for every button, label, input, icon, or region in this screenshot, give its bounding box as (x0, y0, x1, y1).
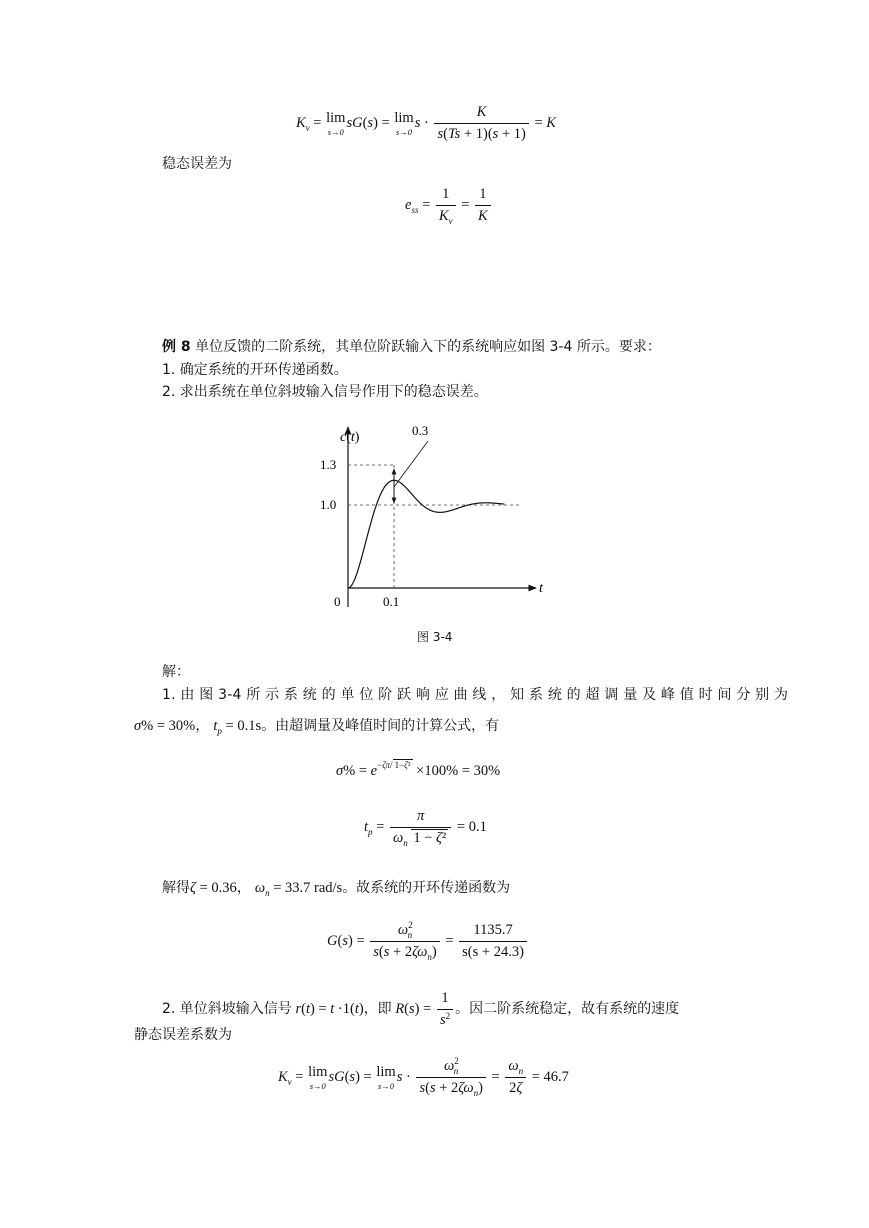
figure-caption: 图 3-4 (417, 630, 453, 644)
sol2-c: 。因二阶系统稳定，故有系统的速度 (455, 1000, 680, 1017)
solution-2-line: 2. 单位斜坡输入信号 r(t) = t ·1(t)，即 R(s) = $\frac{1}{s^2}$ 。因二阶系统稳定，故有系统的速度 (162, 990, 680, 1028)
result-suffix: 。故系统的开环传递函数为 (342, 880, 511, 896)
tp-result: 0.1 (468, 818, 487, 835)
result-prefix: 解得 (162, 880, 190, 896)
annotation-leader (394, 441, 428, 487)
solution-1-line-2: σ% = 30%， $t_p = 0.1s$。由超调量及峰值时间的计算公式，有 (134, 718, 500, 736)
formula-kv-general: $K_v$ = lim s→0 sG(s) = lim s→0 s · $\frac{K}{s(Ts + 1)(s + 1)}$ = K (296, 104, 556, 142)
solution-1-text: 。由超调量及峰值时间的计算公式，有 (261, 718, 500, 734)
formula-open-loop: G(s) = $\frac{\omega^2_n}{s(s + 2\zeta\omega_n)}$ = $\frac{1135.7}{s(s + 24.3)}$ (327, 922, 529, 961)
requirement-2: 2. 求出系统在单位斜坡输入信号作用下的稳态误差。 (162, 384, 488, 400)
g-numerator: 1135.7 (459, 922, 527, 942)
y-tick-1.0: 1.0 (320, 497, 337, 512)
solution-result-line: 解得ζ = 0.36， $\omega_n = 33.7$ rad/s。故系统的开环传递函数为 (162, 880, 511, 898)
sigma-result: 30% (473, 763, 501, 779)
sigma-value: 30% (168, 718, 196, 734)
zeta-value: 0.36 (211, 880, 237, 896)
omega-n-value: 33.7 rad/s (285, 880, 343, 896)
response-curve (348, 480, 504, 588)
tp-value: 0.1s (237, 718, 262, 734)
sol2-b: ，即 (363, 1000, 392, 1017)
example-label: 例 8 (162, 339, 191, 355)
kv-value: 46.7 (543, 1068, 569, 1085)
formula-ess: $e_{ss}$ = $\frac{1}{K_v}$ = $\frac{1}{K}$ (405, 186, 493, 225)
steady-error-text: 稳态误差为 (162, 156, 232, 172)
solution-2-line-2: 静态误差系数为 (134, 1027, 232, 1043)
y-tick-1.3: 1.3 (320, 457, 337, 472)
solution-heading: 解： (162, 664, 190, 680)
x-tick-0: 0 (334, 594, 341, 609)
formula-peak-time: $t_p$ = $\frac{\pi}{\omega_n 1 - \zeta^2}$ = 0.1 (364, 808, 487, 848)
y-axis-label: c(t) (340, 430, 360, 445)
example-text: 单位反馈的二阶系统，其单位阶跃输入下的系统响应如图 3-4 所示。要求： (190, 339, 661, 355)
overshoot-label: 0.3 (412, 423, 429, 438)
formula-kv-result: $K_v$ = lim s→0 sG(s) = lim s→0 s · $\frac{\omega^2_n}{s(s + 2\zeta\omega_n)}$ = $\frac{\omega_n}{2\zeta}$ = 46.7 (278, 1056, 569, 1098)
hundred-percent: 100% (424, 763, 459, 779)
x-tick-0.1: 0.1 (383, 594, 400, 609)
requirement-1: 1. 确定系统的开环传递函数。 (162, 362, 348, 378)
solution-1-line: 1. 由 图 3-4 所 示 系 统 的 单 位 阶 跃 响 应 曲 线 ， 知 系 统 的 超 调 量 及 峰 值 时 间 分 别 为 (162, 687, 789, 703)
step-response-chart (290, 415, 560, 615)
g-denominator: s(s + 24.3) (462, 944, 524, 960)
x-axis-label: t (539, 581, 543, 596)
formula-overshoot: $\sigma\% = e^{-\zeta\pi/ 1-\zeta^2} \times 100\% = 30\%$ (336, 760, 501, 779)
sol2-a: 2. 单位斜坡输入信号 (162, 1000, 292, 1017)
example-statement (162, 336, 661, 356)
